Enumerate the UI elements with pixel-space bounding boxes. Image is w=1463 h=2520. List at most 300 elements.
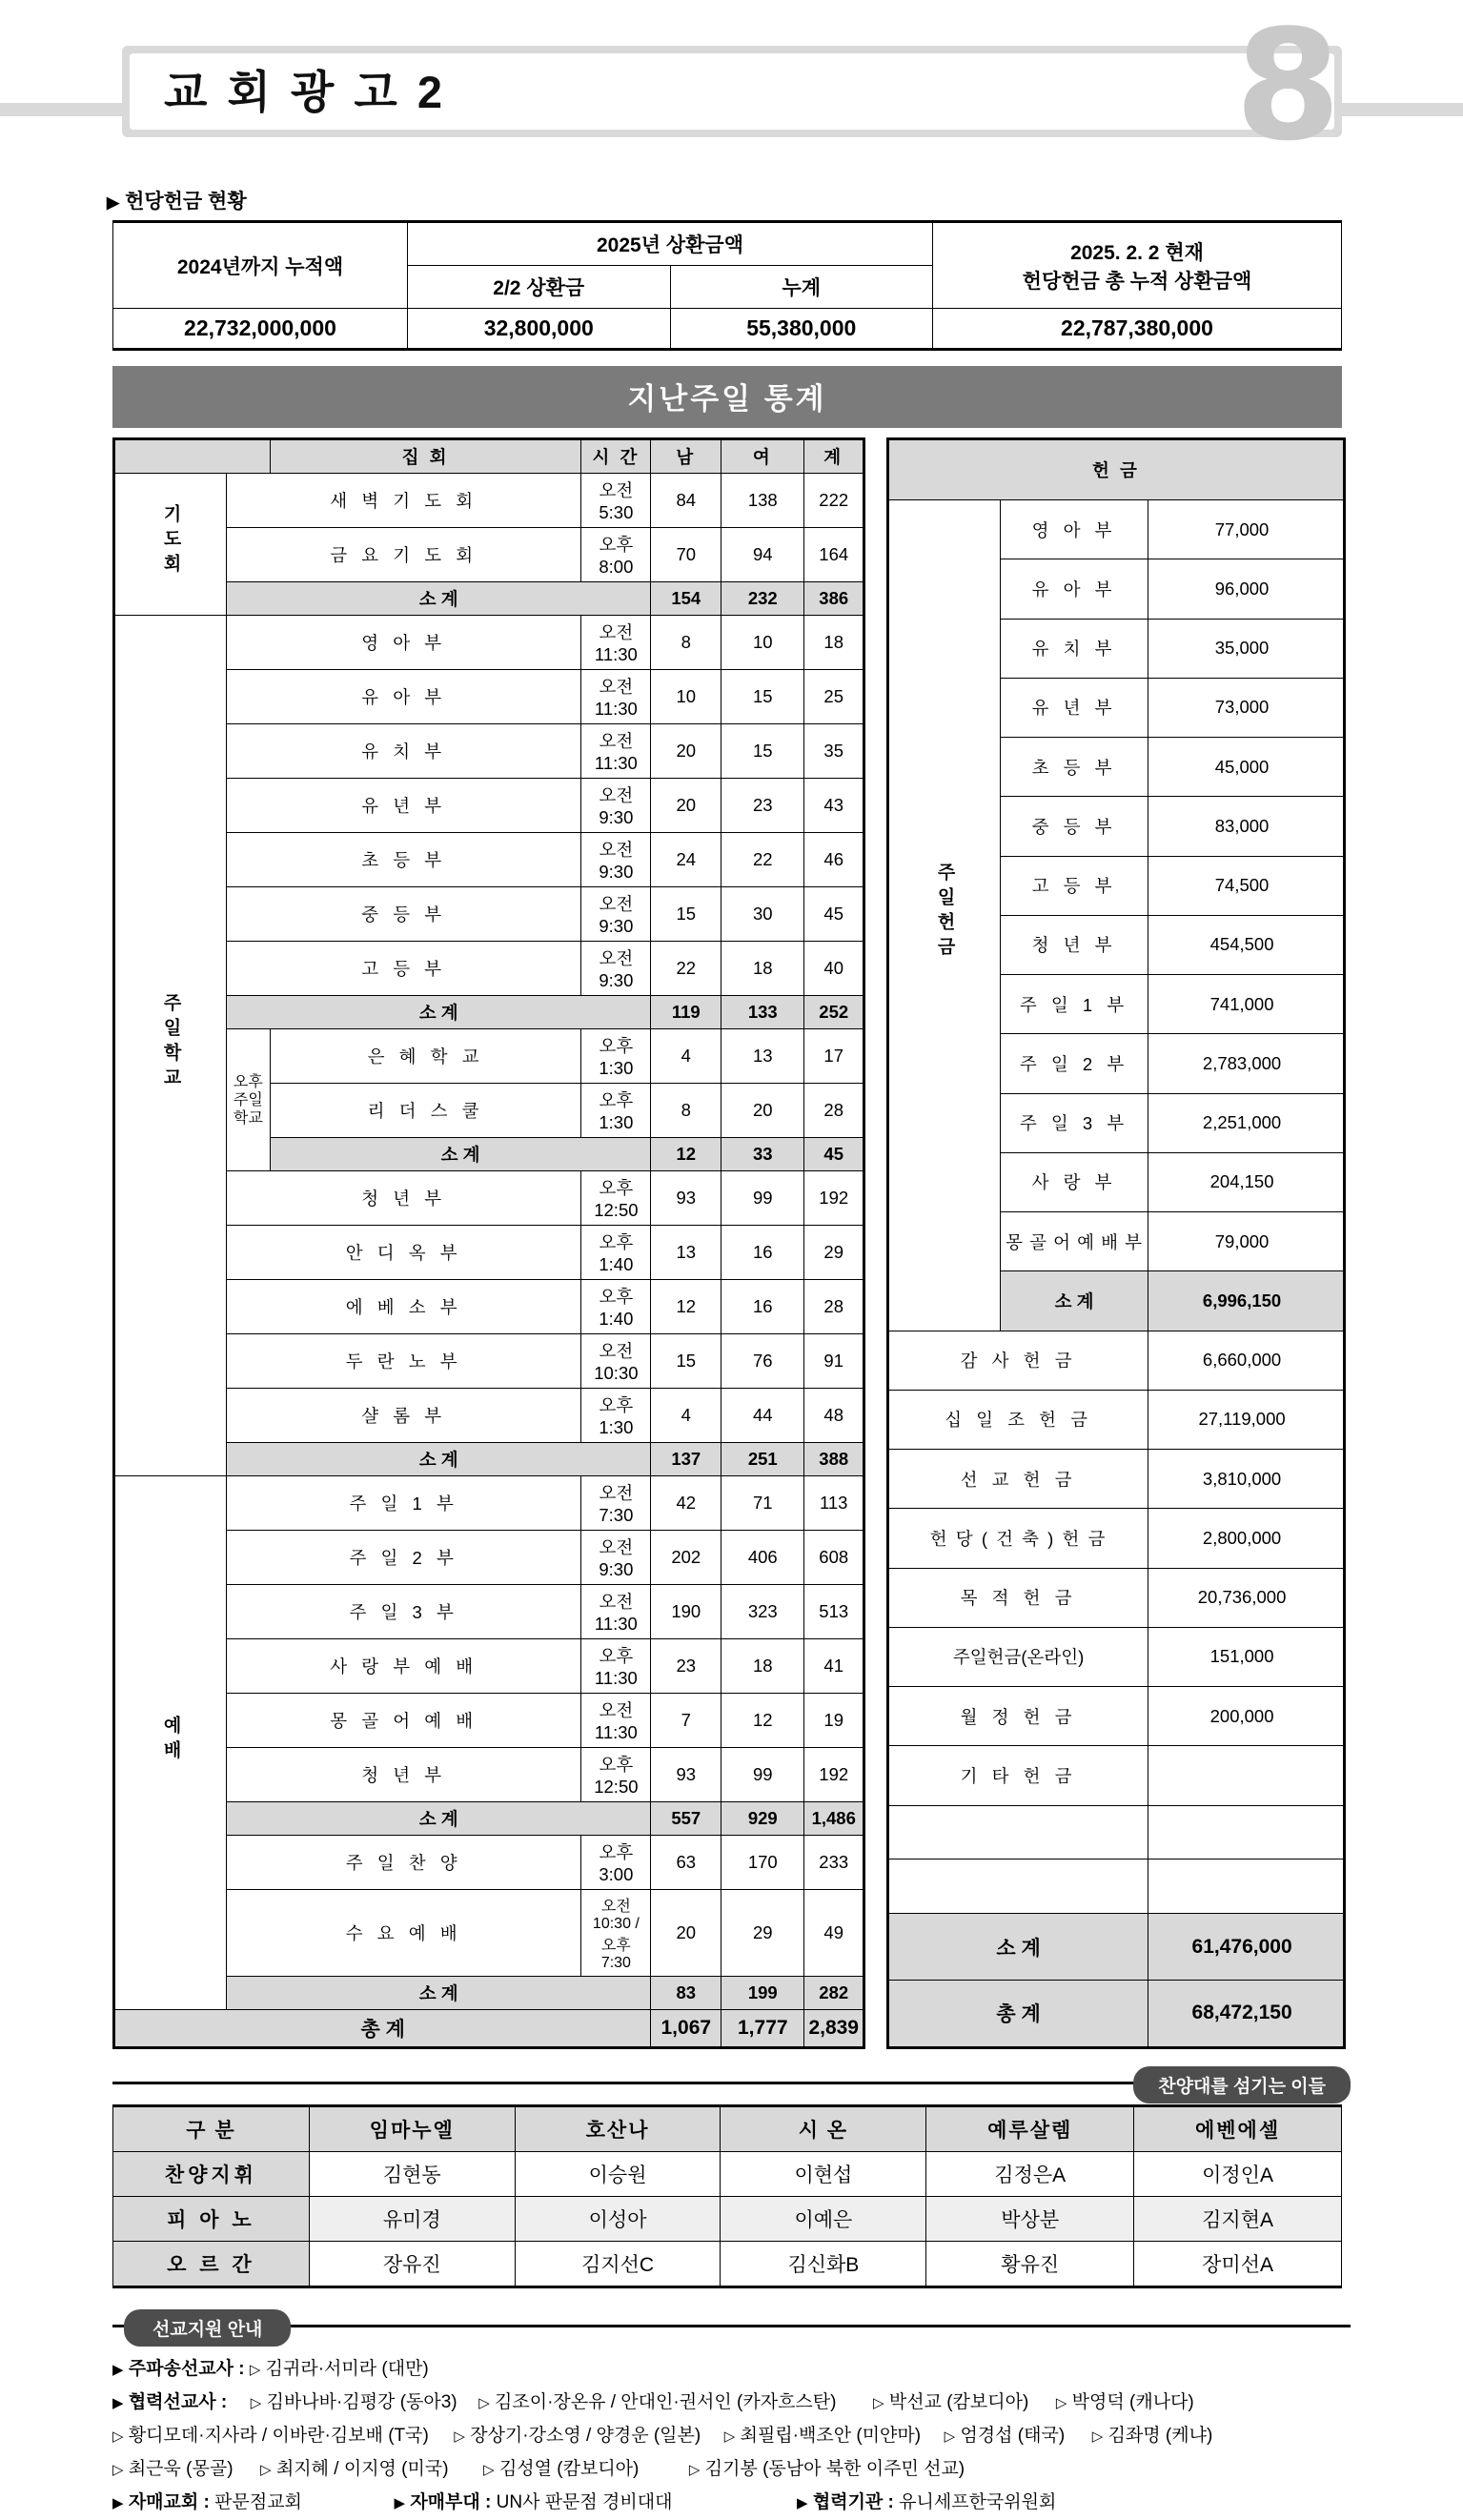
offering-amount: 79,000: [1148, 1212, 1345, 1271]
row-total: 43: [804, 779, 864, 833]
table-row: [114, 724, 864, 779]
subtotal-male: 12: [651, 1138, 721, 1171]
subtotal-total: 388: [804, 1443, 864, 1476]
row-total: 48: [804, 1389, 864, 1443]
row-female: 29: [721, 1890, 804, 1977]
missions-line2-item: 박영덕 (캐나다): [1071, 2392, 1194, 2412]
missions-line4-item: 김기봉 (동남아 북한 이주민 선교): [704, 2459, 965, 2479]
row-female: 71: [721, 1476, 804, 1531]
offering-name: 사 랑 부: [1001, 1152, 1148, 1211]
row-female: 18: [721, 1639, 804, 1694]
triangle-outline-icon: ▷: [250, 2395, 262, 2411]
row-female: 18: [721, 942, 804, 996]
triangle-outline-icon: ▷: [688, 2462, 701, 2478]
row-name: 새 벽 기 도 회: [227, 474, 581, 528]
row-male: 24: [651, 833, 721, 887]
table-row: [114, 1531, 864, 1585]
table-row: [888, 439, 1345, 500]
subtotal-male: 154: [651, 582, 721, 616]
missions-pill-label: 선교지원 안내: [124, 2309, 291, 2347]
offering-amount: [1148, 1860, 1345, 1914]
table-row: [114, 779, 864, 833]
row-time: 오전 5:30: [581, 474, 651, 528]
missions-line4-item: 김성열 (캄보디아): [498, 2459, 640, 2479]
row-name: 초 등 부: [227, 833, 581, 887]
triangle-outline-icon: ▷: [454, 2429, 465, 2445]
offerings-subtotal2-label: 소 계: [888, 1914, 1148, 1980]
table-row: [114, 1639, 864, 1694]
row-name: 두 란 노 부: [227, 1334, 581, 1389]
choir-cell: 김정은A: [926, 2152, 1134, 2197]
row-male: 15: [651, 1334, 721, 1389]
offering-amount: 3,810,000: [1148, 1450, 1345, 1509]
table-row: [114, 1029, 864, 1084]
offerings-subtotal2-amount: 61,476,000: [1148, 1914, 1345, 1980]
row-total: 18: [804, 616, 864, 670]
row-name: 유 년 부: [227, 779, 581, 833]
total-header-line2: 헌당헌금 총 누적 상환금액: [1022, 270, 1252, 293]
subtotal-female: 33: [721, 1138, 804, 1171]
offering-amount: 96,000: [1148, 559, 1345, 619]
table-row: [113, 2152, 1342, 2197]
missions-line1-item: 김귀라·서미라 (대만): [265, 2359, 429, 2379]
row-male: 15: [651, 887, 721, 942]
sister-unit-label: 자매부대 :: [410, 2492, 492, 2512]
offering-amount: 200,000: [1148, 1687, 1345, 1746]
triangle-outline-icon: ▷: [944, 2429, 956, 2445]
row-name: 사 랑 부 예 배: [227, 1639, 581, 1694]
attendance-table: [112, 437, 865, 2049]
choir-row-label: 찬양지휘: [113, 2152, 310, 2197]
row-total: 28: [804, 1280, 864, 1334]
row-time: 오전 9:30: [581, 1531, 651, 1585]
page-number: 8: [1234, 0, 1341, 174]
table-row: [888, 1509, 1345, 1568]
choir-cell: 황유진: [926, 2242, 1134, 2287]
accum-value: 22,732,000,000: [113, 309, 408, 350]
row-male: 4: [651, 1389, 721, 1443]
table-row: [113, 222, 1342, 266]
missions-line2-label: 협력선교사 :: [128, 2392, 228, 2412]
row-male: 84: [651, 474, 721, 528]
row-male: 63: [651, 1836, 721, 1890]
row-name: 주 일 2 부: [227, 1531, 581, 1585]
table-row: [114, 1585, 864, 1639]
table-row: [113, 2106, 1342, 2152]
row-total: 233: [804, 1836, 864, 1890]
table-row: [114, 528, 864, 582]
row-male: 4: [651, 1029, 721, 1084]
missions-line4-item: 최근욱 (몽골): [128, 2459, 234, 2479]
row-time: 오전 11:30: [581, 1694, 651, 1748]
row-total: 192: [804, 1748, 864, 1802]
offering-status-heading-label: 헌당헌금 현황: [125, 191, 247, 213]
table-row: [888, 1914, 1345, 1980]
row-male: 190: [651, 1585, 721, 1639]
missions-divider: [112, 2325, 1351, 2327]
subtotal-female: 232: [721, 582, 804, 616]
sister-unit-value: UN사 판문점 경비대대: [496, 2492, 673, 2512]
missions-line2-item: 박선교 (캄보디아): [888, 2392, 1029, 2412]
offering-amount: [1148, 1805, 1345, 1860]
subtotal-total: 45: [804, 1138, 864, 1171]
row-total: 40: [804, 942, 864, 996]
offering-name: 헌 당 ( 건 축 ) 헌 금: [888, 1509, 1148, 1568]
row-male: 10: [651, 670, 721, 724]
row-name: 안 디 옥 부: [227, 1226, 581, 1280]
subtotal-label: 소 계: [227, 996, 651, 1029]
subtotal-label: 소 계: [227, 1802, 651, 1836]
row-male: 12: [651, 1280, 721, 1334]
stats-wrapper: [112, 437, 1351, 2049]
triangle-outline-icon: ▷: [112, 2429, 124, 2445]
row-name: 주 일 찬 양: [227, 1836, 581, 1890]
subtotal-male: 137: [651, 1443, 721, 1476]
offering-name: 영 아 부: [1001, 500, 1148, 559]
row-total: 41: [804, 1639, 864, 1694]
triangle-icon: ▶: [112, 2495, 124, 2511]
offering-name: 주 일 1 부: [1001, 975, 1148, 1034]
offerings-subtotal-amount: 6,996,150: [1148, 1271, 1345, 1331]
row-time: 오전 10:30: [581, 1334, 651, 1389]
row-female: 138: [721, 474, 804, 528]
choir-row-label: 오 르 간: [113, 2242, 310, 2287]
table-row: [888, 1746, 1345, 1805]
table-row: [888, 1331, 1345, 1390]
partner-org-value: 유니세프한국위원회: [899, 2492, 1057, 2512]
offerings-grand-total-amount: 68,472,150: [1148, 1980, 1345, 2047]
triangle-icon: ▶: [107, 193, 120, 212]
row-time: 오전 11:30: [581, 724, 651, 779]
table-row: [114, 1802, 864, 1836]
triangle-outline-icon: ▷: [873, 2395, 884, 2411]
sister-church-label: 자매교회 :: [128, 2492, 210, 2512]
missions-line3-item: 장상기·강소영 / 양경운 (일본): [470, 2426, 701, 2446]
row-time: 오전 11:30: [581, 616, 651, 670]
row-female: 20: [721, 1084, 804, 1138]
subtotal-female: 133: [721, 996, 804, 1029]
subtotal-female: 199: [721, 1977, 804, 2010]
missions-line2-item: 김조이·장온유 / 안대인·권서인 (카자흐스탄): [495, 2392, 837, 2412]
offering-name: 월 정 헌 금: [888, 1687, 1148, 1746]
offering-name: 고 등 부: [1001, 856, 1148, 915]
group-label-worship: 예배: [114, 1476, 227, 2010]
offering-name: 감 사 헌 금: [888, 1331, 1148, 1390]
missions-line-1: [112, 2353, 1351, 2387]
row-name: 샬 롬 부: [227, 1389, 581, 1443]
row-total: 35: [804, 724, 864, 779]
row-total: 19: [804, 1694, 864, 1748]
row-time: 오후 12:50: [581, 1748, 651, 1802]
table-row: [114, 887, 864, 942]
offering-name: 청 년 부: [1001, 915, 1148, 974]
table-row: [888, 500, 1345, 559]
table-row: [888, 1805, 1345, 1860]
row-total: 164: [804, 528, 864, 582]
offering-amount: 45,000: [1148, 738, 1345, 797]
table-row: [114, 996, 864, 1029]
offering-name: 주 일 3 부: [1001, 1093, 1148, 1152]
row-female: 44: [721, 1389, 804, 1443]
afternoon-school-label: 오후 주일 학교: [227, 1029, 271, 1171]
row-time: 오후 8:00: [581, 528, 651, 582]
offering-name: 몽 골 어 예 배 부: [1001, 1212, 1148, 1271]
offering-name: 주일헌금(온라인): [888, 1627, 1148, 1686]
table-row: [114, 1476, 864, 1531]
row-female: 76: [721, 1334, 804, 1389]
row-time: 오후 1:30: [581, 1029, 651, 1084]
table-row: [113, 2242, 1342, 2287]
row-female: 12: [721, 1694, 804, 1748]
table-row: [114, 1334, 864, 1389]
choir-cell: 김신화B: [721, 2242, 926, 2287]
offerings-subtotal-label: 소 계: [1001, 1271, 1148, 1331]
table-row: [888, 1687, 1345, 1746]
grand-total-male: 1,067: [651, 2010, 721, 2048]
table-row: [888, 1627, 1345, 1686]
row-female: 99: [721, 1171, 804, 1226]
row-male: 93: [651, 1171, 721, 1226]
col-header-male: 남: [651, 439, 721, 474]
choir-cell: 김지현A: [1134, 2197, 1342, 2242]
offering-amount: 77,000: [1148, 500, 1345, 559]
offering-name: [888, 1805, 1148, 1860]
choir-pill-label: 찬양대를 섬기는 이들: [1133, 2066, 1351, 2103]
total-header-line1: 2025. 2. 2 현재: [1070, 241, 1204, 264]
triangle-outline-icon: ▷: [249, 2362, 261, 2378]
missions-line2-item: 김바나바·김평강 (동아3): [266, 2392, 457, 2412]
row-total: 17: [804, 1029, 864, 1084]
table-row: [114, 833, 864, 887]
table-row: [114, 582, 864, 616]
subtotal-total: 1,486: [804, 1802, 864, 1836]
triangle-icon: ▶: [112, 2395, 124, 2411]
offering-amount: 2,251,000: [1148, 1093, 1345, 1152]
row-female: 406: [721, 1531, 804, 1585]
corner-cell: [114, 439, 271, 474]
row-female: 323: [721, 1585, 804, 1639]
row-total: 222: [804, 474, 864, 528]
triangle-outline-icon: ▷: [483, 2462, 495, 2478]
total-header: [933, 222, 1342, 309]
offerings-grand-total-label: 총 계: [888, 1980, 1148, 2047]
row-total: 513: [804, 1585, 864, 1639]
offering-name: 유 년 부: [1001, 678, 1148, 737]
table-row: [114, 1977, 864, 2010]
missions-line-2: [112, 2387, 1351, 2420]
group-label-sunday-school: 주일학교: [114, 616, 227, 1476]
row-time: 오후 11:30: [581, 1639, 651, 1694]
row-total: 46: [804, 833, 864, 887]
row-male: 202: [651, 1531, 721, 1585]
offering-name: 십 일 조 헌 금: [888, 1390, 1148, 1449]
row-name: 몽 골 어 예 배: [227, 1694, 581, 1748]
offering-amount: 83,000: [1148, 797, 1345, 856]
row-female: 30: [721, 887, 804, 942]
row-total: 608: [804, 1531, 864, 1585]
table-row: [114, 2010, 864, 2048]
missions-line3-item: 최필립·백조안 (미얀마): [740, 2426, 922, 2446]
choir-cell: 이예은: [721, 2197, 926, 2242]
choir-col-header: 에벤에셀: [1134, 2106, 1342, 2152]
subtotal-label: 소 계: [227, 1977, 651, 2010]
row-time: 오후 3:00: [581, 1836, 651, 1890]
row-female: 22: [721, 833, 804, 887]
grand-total-female: 1,777: [721, 2010, 804, 2048]
offering-name: 중 등 부: [1001, 797, 1148, 856]
row-male: 23: [651, 1639, 721, 1694]
row-male: 20: [651, 724, 721, 779]
row-total: 192: [804, 1171, 864, 1226]
offering-name: [888, 1860, 1148, 1914]
table-row: [114, 1389, 864, 1443]
triangle-icon: ▶: [112, 2362, 124, 2378]
offering-status-heading: [107, 186, 1463, 214]
col-header-total: 계: [804, 439, 864, 474]
row-name: 중 등 부: [227, 887, 581, 942]
choir-col-header: 예루살렘: [926, 2106, 1134, 2152]
offering-name: 초 등 부: [1001, 738, 1148, 797]
table-row: [888, 1568, 1345, 1627]
row-male: 8: [651, 616, 721, 670]
offering-amount: [1148, 1746, 1345, 1805]
choir-pill-row: [0, 2066, 1463, 2099]
row-male: 22: [651, 942, 721, 996]
row-name: 주 일 3 부: [227, 1585, 581, 1639]
row-name: 유 치 부: [227, 724, 581, 779]
missions-line1-label: 주파송선교사 :: [128, 2359, 245, 2379]
table-row: [114, 616, 864, 670]
row-total: 29: [804, 1226, 864, 1280]
offering-amount: 6,660,000: [1148, 1331, 1345, 1390]
row-total: 25: [804, 670, 864, 724]
col-header-meeting: 집 회: [270, 439, 581, 474]
row-time: 오후 1:30: [581, 1389, 651, 1443]
offering-amount: 454,500: [1148, 915, 1345, 974]
row-time: 오후 1:40: [581, 1280, 651, 1334]
row-female: 170: [721, 1836, 804, 1890]
missions-line4-item: 최지혜 / 이지영 (미국): [275, 2459, 449, 2479]
choir-row-label: 피 아 노: [113, 2197, 310, 2242]
row-female: 13: [721, 1029, 804, 1084]
row-female: 15: [721, 724, 804, 779]
choir-cell: 이성아: [515, 2197, 721, 2242]
row-female: 15: [721, 670, 804, 724]
choir-col-header: 시 온: [721, 2106, 926, 2152]
row-female: 99: [721, 1748, 804, 1802]
row-name: 청 년 부: [227, 1748, 581, 1802]
stats-banner: 지난주일 통계: [112, 366, 1342, 428]
offering-name: 기 타 헌 금: [888, 1746, 1148, 1805]
table-row: [114, 670, 864, 724]
triangle-outline-icon: ▷: [1055, 2395, 1067, 2411]
missions-line-3: [112, 2420, 1351, 2453]
accum-header: 2024년까지 누적액: [113, 222, 408, 309]
row-male: 42: [651, 1476, 721, 1531]
row-female: 10: [721, 616, 804, 670]
triangle-outline-icon: ▷: [112, 2462, 124, 2478]
row-female: 94: [721, 528, 804, 582]
table-row: [114, 1836, 864, 1890]
row-name: 유 아 부: [227, 670, 581, 724]
choir-cell: 이현섭: [721, 2152, 926, 2197]
partner-org-label: 협력기관 :: [812, 2492, 894, 2512]
choir-cell: 김현동: [309, 2152, 515, 2197]
offering-name: 주 일 2 부: [1001, 1034, 1148, 1093]
offering-amount: 2,783,000: [1148, 1034, 1345, 1093]
row-name: 주 일 1 부: [227, 1476, 581, 1531]
row-total: 45: [804, 887, 864, 942]
grand-total-label: 총 계: [114, 2010, 651, 2048]
row-male: 8: [651, 1084, 721, 1138]
row-time: 오전 9:30: [581, 833, 651, 887]
pay2025-header: 2025년 상환금액: [408, 222, 933, 266]
missions-line-4: [112, 2453, 1351, 2487]
table-row: [114, 942, 864, 996]
row-female: 23: [721, 779, 804, 833]
choir-col-header: 호산나: [515, 2106, 721, 2152]
row-time: 오전 11:30: [581, 1585, 651, 1639]
triangle-outline-icon: ▷: [1091, 2429, 1104, 2445]
offering-amount: 741,000: [1148, 975, 1345, 1034]
pay-sub1-header: 2/2 상환금: [408, 266, 671, 309]
row-name: 금 요 기 도 회: [227, 528, 581, 582]
row-female: 16: [721, 1280, 804, 1334]
table-row: [114, 1443, 864, 1476]
row-name: 영 아 부: [227, 616, 581, 670]
choir-cell: 유미경: [309, 2197, 515, 2242]
missions-pill-row: [0, 2309, 1463, 2342]
missions-section: [112, 2353, 1351, 2520]
table-row: [113, 2197, 1342, 2242]
offering-amount: 73,000: [1148, 678, 1345, 737]
subtotal-male: 119: [651, 996, 721, 1029]
row-time: 오전 11:30: [581, 670, 651, 724]
choir-cell: 장유진: [309, 2242, 515, 2287]
triangle-outline-icon: ▷: [260, 2462, 272, 2478]
missions-line3-item: 김좌명 (케냐): [1107, 2426, 1213, 2446]
subtotal-male: 83: [651, 1977, 721, 2010]
table-row: [888, 1980, 1345, 2047]
offering-amount: 20,736,000: [1148, 1568, 1345, 1627]
choir-cell: 김지선C: [515, 2242, 721, 2287]
table-row: [114, 1226, 864, 1280]
choir-col-header: 임마누엘: [309, 2106, 515, 2152]
page-title: 교 회 광 고 2: [164, 67, 446, 117]
row-time: 오전10:30 / 오후 7:30: [581, 1890, 651, 1977]
choir-cell: 이정인A: [1134, 2152, 1342, 2197]
choir-cell: 이승원: [515, 2152, 721, 2197]
choir-col-header: 구 분: [113, 2106, 310, 2152]
row-total: 49: [804, 1890, 864, 1977]
offering-name: 유 아 부: [1001, 559, 1148, 619]
table-row: [113, 309, 1342, 350]
row-name: 에 베 소 부: [227, 1280, 581, 1334]
choir-cell: 박상분: [926, 2197, 1134, 2242]
row-name: 고 등 부: [227, 942, 581, 996]
page-header: [0, 0, 1463, 186]
offering-name: 선 교 헌 금: [888, 1450, 1148, 1509]
cum-value: 55,380,000: [670, 309, 933, 350]
choir-table: [112, 2104, 1342, 2288]
missions-line3-item: 엄경섭 (태국): [960, 2426, 1066, 2446]
table-row: [888, 1390, 1345, 1449]
row-name: 수 요 예 배: [227, 1890, 581, 1977]
row-male: 20: [651, 779, 721, 833]
table-row: [114, 474, 864, 528]
table-row: [114, 439, 864, 474]
subtotal-female: 929: [721, 1802, 804, 1836]
